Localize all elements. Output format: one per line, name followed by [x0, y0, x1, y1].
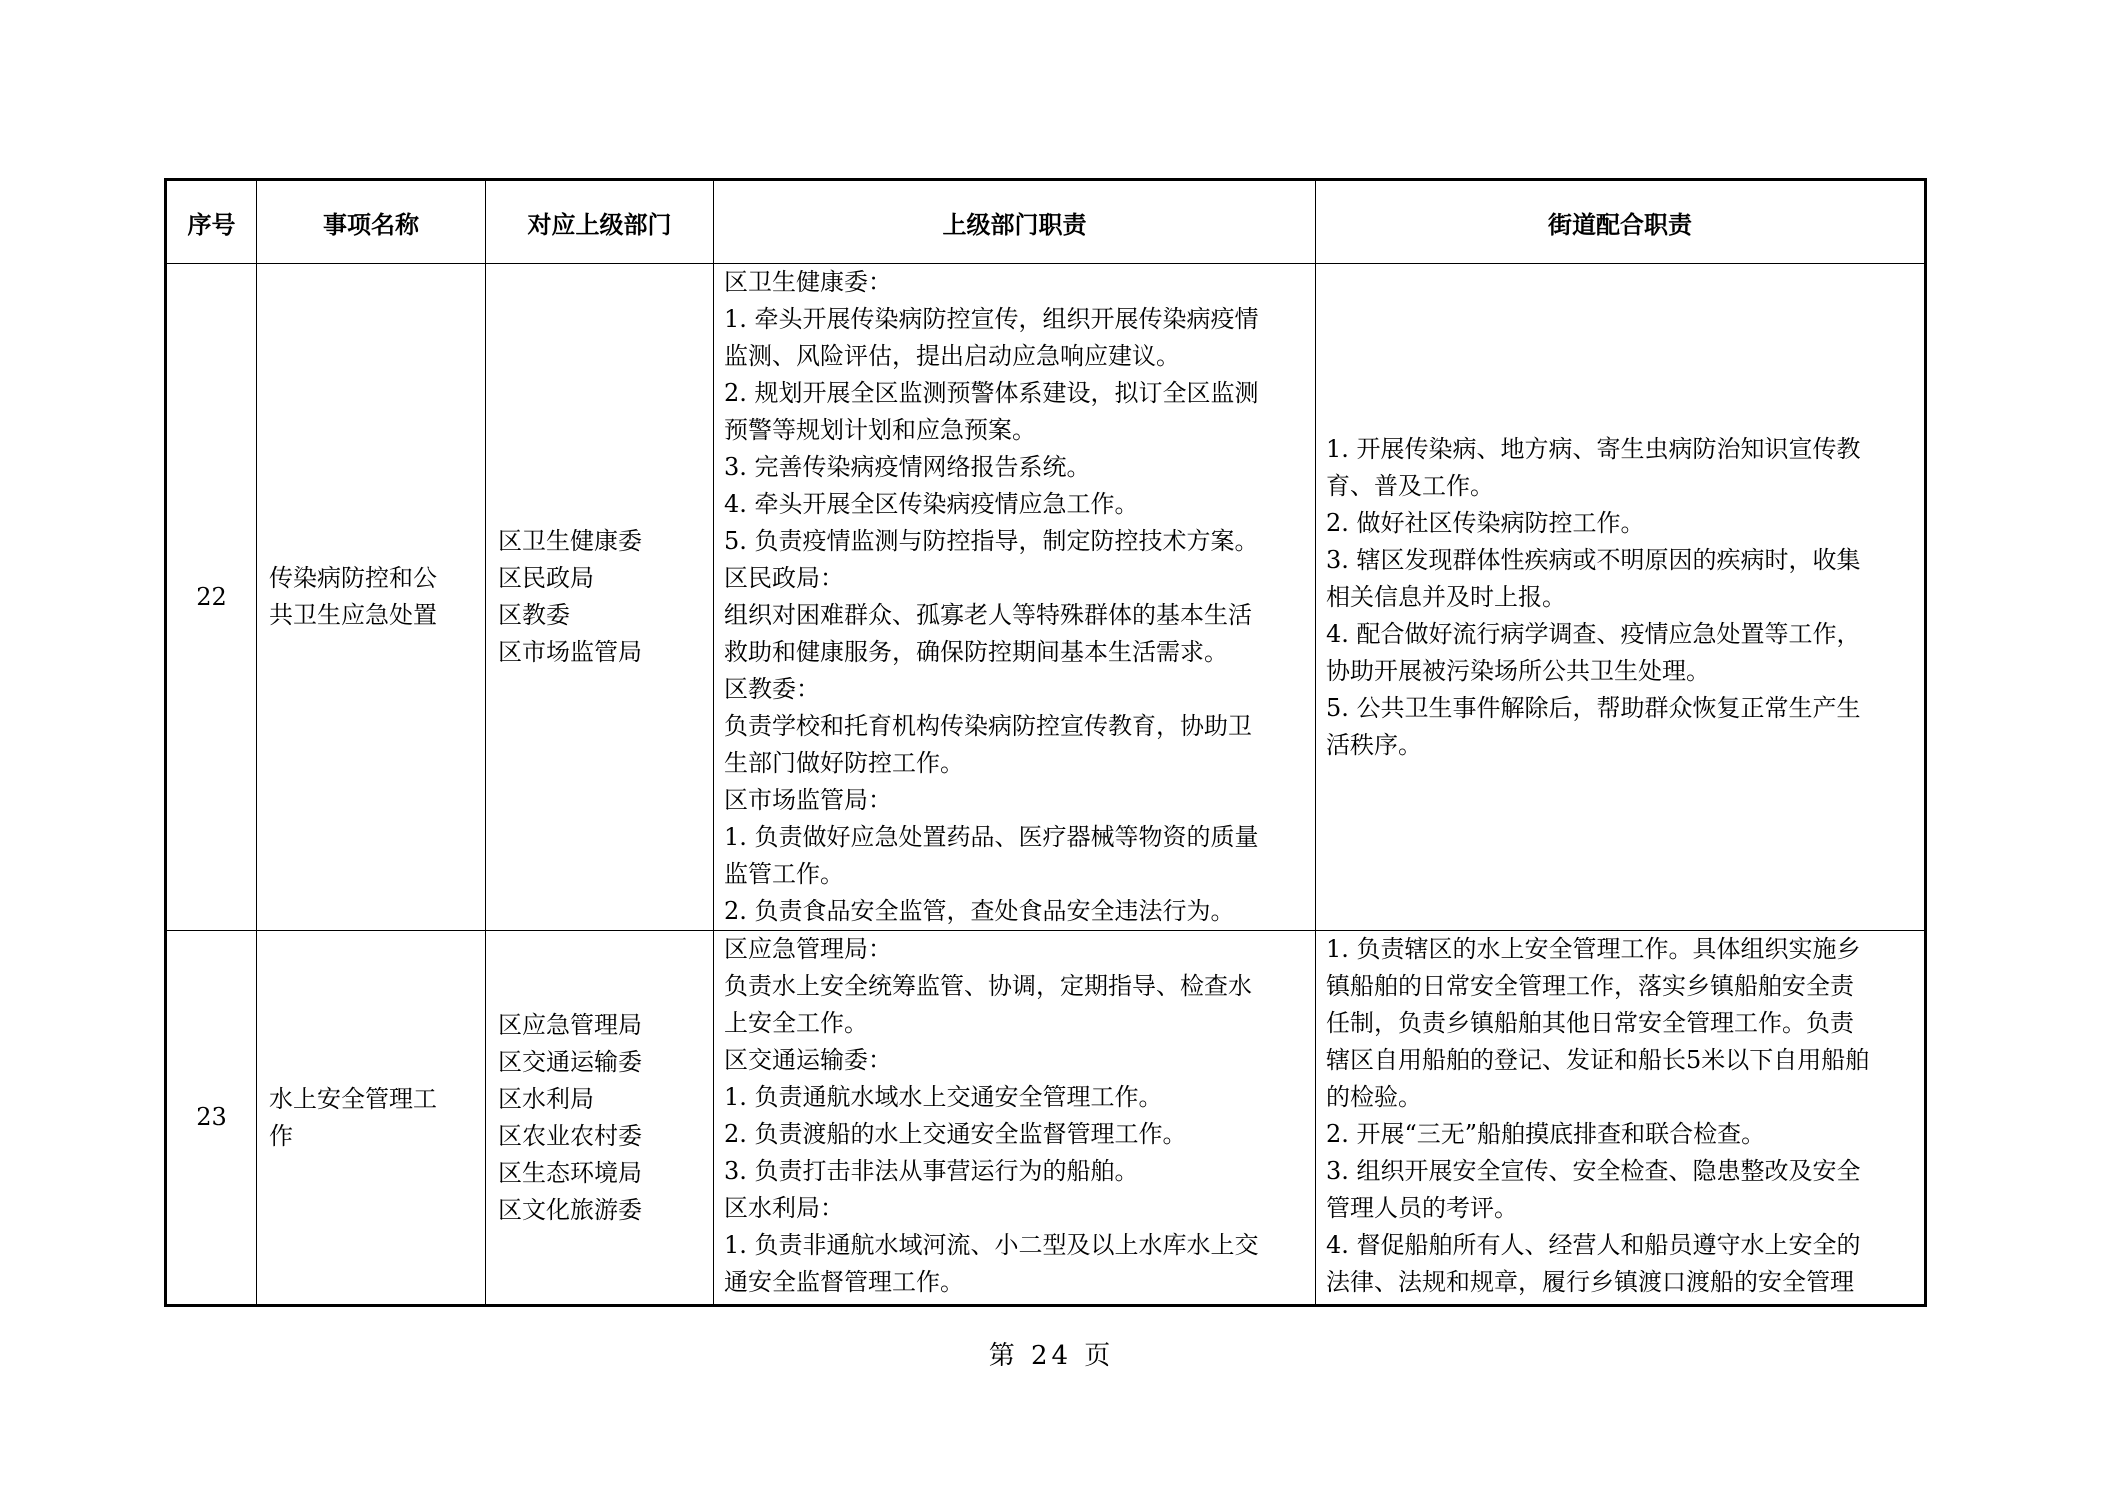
department-list: [486, 264, 714, 931]
item-name: [257, 264, 486, 931]
superior-duty-line: 区民政局：: [724, 564, 844, 592]
page-number: 第 24 页: [988, 1341, 1115, 1371]
header-superior-duties: 上级部门职责: [714, 180, 1316, 264]
superior-duties: [714, 931, 1316, 1306]
item-name: [257, 931, 486, 1306]
department-name: 区市场监管局: [498, 638, 642, 666]
superior-duty-line: 救助和健康服务，确保防控期间基本生活需求。: [724, 638, 1228, 666]
header-street-duties: 街道配合职责: [1316, 180, 1926, 264]
superior-duty-line: 1. 牵头开展传染病防控宣传，组织开展传染病疫情: [724, 305, 1259, 333]
duty-table: [164, 178, 1927, 1307]
street-duty-line: 的检验。: [1326, 1083, 1422, 1111]
street-duty-line: 1. 负责辖区的水上安全管理工作。具体组织实施乡: [1326, 935, 1861, 963]
table-row: [166, 931, 1926, 1306]
superior-duty-line: 负责学校和托育机构传染病防控宣传教育，协助卫: [724, 712, 1252, 740]
table-row: [166, 264, 1926, 931]
superior-duty-line: 负责水上安全统筹监管、协调，定期指导、检查水: [724, 972, 1252, 1000]
header-seq: 序号: [166, 180, 257, 264]
row-number: 23: [166, 931, 257, 1306]
item-name-line: 水上安全管理工: [269, 1084, 437, 1113]
row-number: 22: [166, 264, 257, 931]
superior-duty-line: 区教委：: [724, 675, 820, 703]
superior-duty-line: 4. 牵头开展全区传染病疫情应急工作。: [724, 490, 1139, 518]
superior-duty-line: 监测、风险评估，提出启动应急响应建议。: [724, 342, 1180, 370]
superior-duty-line: 区水利局：: [724, 1194, 844, 1222]
department-name: 区民政局: [498, 564, 594, 592]
street-duty-line: 管理人员的考评。: [1326, 1194, 1518, 1222]
department-name: 区水利局: [498, 1084, 594, 1113]
street-duty-line: 4. 督促船舶所有人、经营人和船员遵守水上安全的: [1326, 1231, 1861, 1259]
superior-duty-line: 通安全监督管理工作。: [724, 1268, 964, 1296]
street-duty-line: 3. 组织开展安全宣传、安全检查、隐患整改及安全: [1326, 1157, 1861, 1185]
superior-duty-line: 3. 负责打击非法从事营运行为的船舶。: [724, 1157, 1139, 1185]
street-duty-line: 活秩序。: [1326, 730, 1422, 759]
superior-duty-line: 预警等规划计划和应急预案。: [724, 416, 1036, 444]
street-duty-line: 3. 辖区发现群体性疾病或不明原因的疾病时，收集: [1326, 545, 1861, 574]
department-name: 区农业农村委: [498, 1121, 642, 1150]
street-duty-line: 5. 公共卫生事件解除后，帮助群众恢复正常生产生: [1326, 693, 1861, 722]
superior-duty-line: 组织对困难群众、孤寡老人等特殊群体的基本生活: [724, 601, 1252, 629]
superior-duty-line: 2. 负责渡船的水上交通安全监督管理工作。: [724, 1120, 1187, 1148]
department-name: 区生态环境局: [498, 1158, 642, 1187]
superior-duty-line: 区交通运输委：: [724, 1046, 892, 1074]
street-duty-line: 任制，负责乡镇船舶其他日常安全管理工作。负责: [1326, 1009, 1854, 1037]
street-duty-line: 辖区自用船舶的登记、发证和船长5米以下自用船舶: [1326, 1046, 1870, 1074]
department-name: 区文化旅游委: [498, 1195, 642, 1224]
street-duty-line: 1. 开展传染病、地方病、寄生虫病防治知识宣传教: [1326, 434, 1861, 463]
superior-duty-line: 监管工作。: [724, 860, 844, 888]
superior-duty-line: 上安全工作。: [724, 1009, 868, 1037]
department-name: 区应急管理局: [498, 1010, 642, 1039]
superior-duty-line: 1. 负责非通航水域河流、小二型及以上水库水上交: [724, 1231, 1259, 1259]
street-duty-line: 镇船舶的日常安全管理工作，落实乡镇船舶安全责: [1326, 972, 1854, 1000]
street-duty-line: 2. 做好社区传染病防控工作。: [1326, 508, 1645, 537]
street-duty-line: 2. 开展“三无”船舶摸底排查和联合检查。: [1326, 1120, 1766, 1148]
superior-duty-line: 5. 负责疫情监测与防控指导，制定防控技术方案。: [724, 527, 1259, 555]
street-duty-line: 协助开展被污染场所公共卫生处理。: [1326, 656, 1710, 685]
department-name: 区交通运输委: [498, 1047, 642, 1076]
header-superior-dept: 对应上级部门: [486, 180, 714, 264]
superior-duty-line: 区市场监管局：: [724, 786, 892, 814]
superior-duty-line: 区应急管理局：: [724, 935, 892, 963]
header-row: [166, 180, 1926, 264]
superior-duty-line: 区卫生健康委：: [724, 268, 892, 296]
superior-duties: [714, 264, 1316, 931]
department-name: 区卫生健康委: [498, 527, 642, 555]
header-item-name: 事项名称: [257, 180, 486, 264]
street-duties: [1316, 264, 1926, 931]
street-duty-line: 相关信息并及时上报。: [1326, 582, 1566, 611]
item-name-line: 共卫生应急处置: [269, 601, 437, 629]
superior-duty-line: 1. 负责通航水域水上交通安全管理工作。: [724, 1083, 1163, 1111]
superior-duty-line: 2. 规划开展全区监测预警体系建设，拟订全区监测: [724, 379, 1259, 407]
street-duty-line: 法律、法规和规章，履行乡镇渡口渡船的安全管理: [1326, 1268, 1854, 1296]
superior-duty-line: 3. 完善传染病疫情网络报告系统。: [724, 453, 1091, 481]
street-duty-line: 育、普及工作。: [1326, 471, 1494, 500]
item-name-line: 传染病防控和公: [269, 564, 437, 592]
street-duties: [1316, 931, 1926, 1306]
superior-duty-line: 2. 负责食品安全监管，查处食品安全违法行为。: [724, 897, 1235, 925]
street-duty-line: 4. 配合做好流行病学调查、疫情应急处置等工作，: [1326, 619, 1861, 648]
item-name-line: 作: [269, 1121, 293, 1150]
superior-duty-line: 1. 负责做好应急处置药品、医疗器械等物资的质量: [724, 823, 1259, 851]
superior-duty-line: 生部门做好防控工作。: [724, 749, 964, 777]
department-name: 区教委: [498, 601, 570, 629]
department-list: [486, 931, 714, 1306]
